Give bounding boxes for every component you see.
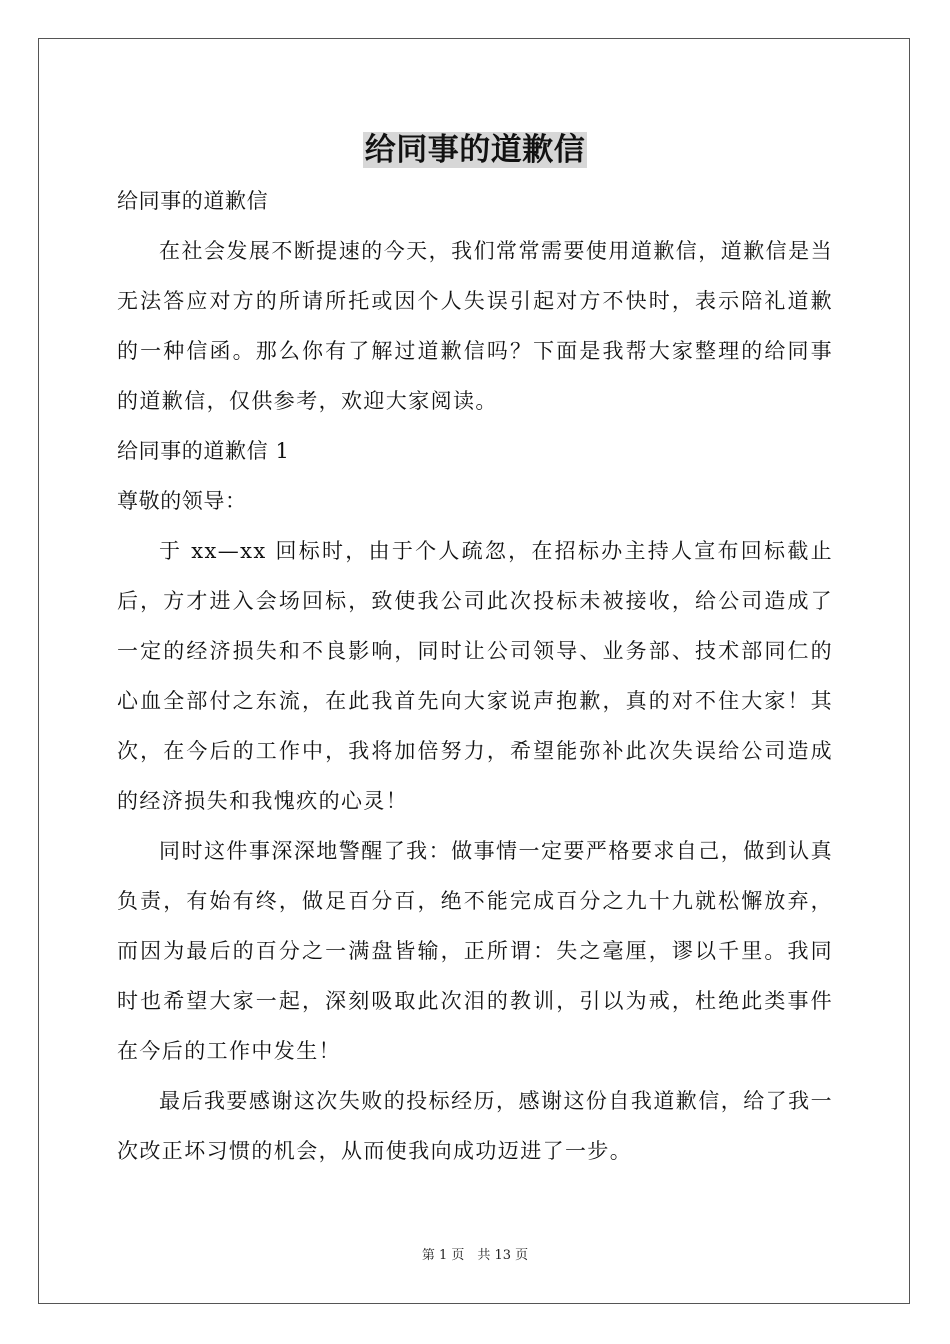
paragraph-intro: 在社会发展不断提速的今天，我们常常需要使用道歉信，道歉信是当无法答应对方的所请所托或因个人失误引起对方不快时，表示陪礼道歉的一种信函。那么你有了解过道歉信吗？下面是我帮大家整理的给同事的道歉信，仅供参考，欢迎大家阅读。 — [117, 239, 833, 413]
paragraph-subheading: 给同事的道歉信 1 — [117, 439, 290, 463]
paragraph-heading: 给同事的道歉信 — [117, 189, 269, 213]
paragraph-body-3: 最后我要感谢这次失败的投标经历，感谢这份自我道歉信，给了我一次改正坏习惯的机会，从而使我向成功迈进了一步。 — [117, 1089, 833, 1163]
document-title — [0, 128, 950, 172]
page-footer: 第 1 页 共 13 页 — [421, 1248, 529, 1263]
document-title-text: 给同事的道歉信 — [364, 132, 586, 168]
paragraph-body-1: 于 xx—xx 回标时，由于个人疏忽，在招标办主持人宣布回标截止后，方才进入会场回标，致使我公司此次投标未被接收，给公司造成了一定的经济损失和不良影响，同时让公司领导、业务部、技术部同仁的心血全部付之东流，在此我首先向大家说声抱歉，真的对不住大家！其次，在今后的工作中，我将加倍努力，希望能弥补此次失误给公司造成的经济损失和我愧疚的心灵！ — [117, 539, 833, 813]
document-body — [117, 176, 833, 1176]
paragraph-salutation: 尊敬的领导： — [117, 489, 247, 513]
paragraph-body-2: 同时这件事深深地警醒了我：做事情一定要严格要求自己，做到认真负责，有始有终，做足百分百，绝不能完成百分之九十九就松懈放弃，而因为最后的百分之一满盘皆输，正所谓：失之毫厘，谬以千里。我同时也希望大家一起，深刻吸取此次泪的教训，引以为戒，杜绝此类事件在今后的工作中发生！ — [117, 839, 833, 1063]
